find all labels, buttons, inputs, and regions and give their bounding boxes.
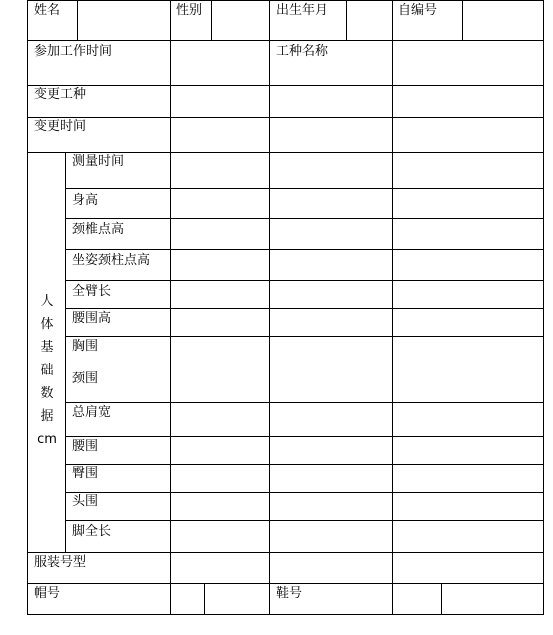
row-line [65, 188, 543, 189]
row-line [65, 492, 543, 493]
measurement-label: 总肩宽 [72, 405, 112, 420]
row-line [27, 85, 543, 86]
name-label: 姓名 [34, 3, 61, 18]
row-line [65, 464, 543, 465]
col-line [170, 0, 171, 615]
col-line [204, 583, 205, 614]
measurement-label: 脚全长 [72, 524, 112, 539]
section-char: 体 [40, 317, 54, 332]
row-line [65, 336, 543, 337]
measurement-label: 胸围 [72, 339, 99, 354]
measurement-label: 臀围 [72, 466, 99, 481]
measurement-label: 坐姿颈柱点高 [72, 253, 151, 268]
row-line [65, 402, 543, 403]
join-work-time-label: 参加工作时间 [34, 44, 113, 59]
section-char: 据 [40, 409, 54, 424]
col-line [441, 583, 442, 614]
row-line [27, 614, 543, 615]
col-line [346, 0, 347, 40]
section-unit: cm [37, 432, 57, 447]
change-time-label: 变更时间 [34, 119, 87, 134]
row-line [65, 280, 543, 281]
change-job-label: 变更工种 [34, 87, 87, 102]
row-line [65, 218, 543, 219]
measurement-label: 全臂长 [72, 284, 112, 299]
self-number-label: 自编号 [398, 3, 438, 18]
row-line [27, 40, 543, 41]
section-char: 人 [40, 294, 54, 309]
body-data-section-label [37, 290, 57, 451]
gender-label: 性别 [176, 3, 203, 18]
row-line [27, 583, 543, 584]
section-char: 基 [40, 340, 54, 355]
col-line [211, 0, 212, 40]
measurement-label: 头围 [72, 494, 99, 509]
col-line [77, 0, 78, 40]
col-line [543, 0, 544, 615]
measurement-label: 身高 [72, 193, 99, 208]
row-line [27, 117, 543, 118]
row-line [65, 249, 543, 250]
col-line [462, 0, 463, 40]
row-line [65, 520, 543, 521]
row-line [27, 152, 543, 153]
section-char: 础 [40, 363, 54, 378]
measurement-label: 测量时间 [72, 154, 125, 169]
row-line [27, 0, 543, 1]
row-line [65, 308, 543, 309]
birth-date-label: 出生年月 [276, 3, 329, 18]
hat-size-label: 帽号 [34, 586, 61, 601]
clothing-size-label: 服装号型 [34, 555, 87, 570]
col-line [392, 0, 393, 615]
row-line [27, 552, 543, 553]
measurement-label: 腰围高 [72, 311, 112, 326]
col-line [27, 0, 28, 615]
col-line [269, 0, 270, 615]
job-type-name-label: 工种名称 [276, 44, 329, 59]
row-line [65, 436, 543, 437]
shoe-size-label: 鞋号 [276, 586, 303, 601]
measurement-label: 颈椎点高 [72, 222, 125, 237]
measurement-label: 颈围 [72, 371, 99, 386]
col-line [65, 152, 66, 552]
measurement-label: 腰围 [72, 439, 99, 454]
section-char: 数 [40, 386, 54, 401]
